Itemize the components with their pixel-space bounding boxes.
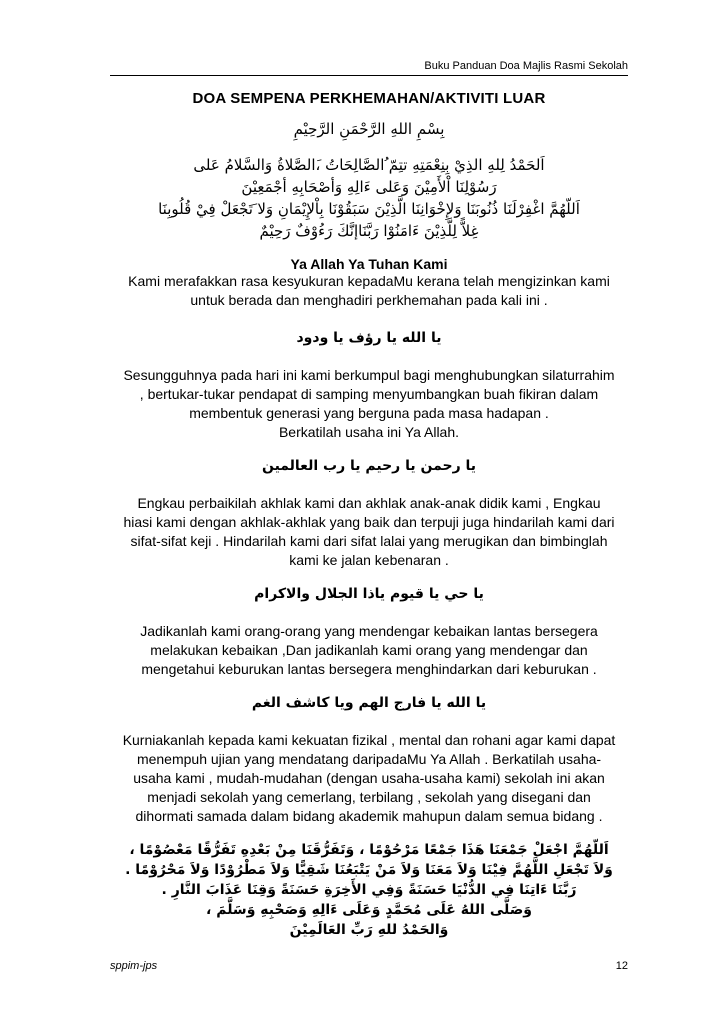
header-rule bbox=[110, 75, 628, 76]
paragraph-line: Jadikanlah kami orang-orang yang mendengar kebaikan lantas bersegera bbox=[140, 623, 598, 639]
closing-line: وَالحَمْدُ للهِ رَبِّ العَالَمِيْنَ bbox=[289, 922, 449, 938]
page-number: 12 bbox=[615, 960, 628, 972]
closing-line: وَصَلَّى اللهُ عَلَى مُحَمَّدٍ وَعَلَى ءَالِهِ وَصَحْبِهِ وَسَلَّمَ ، bbox=[206, 902, 532, 918]
paragraph-line: , bertukar-tukar pendapat di samping menyumbangkan buah fikiran dalam bbox=[139, 386, 599, 402]
paragraph-line: menjadi sekolah yang cemerlang, terbilang , sekolah yang disegani dan bbox=[147, 789, 591, 805]
opening-prayer bbox=[112, 154, 626, 242]
closing-prayer bbox=[112, 840, 626, 940]
paragraph-line: mengetahui keburukan lantas bersegera menghindarkan dari keburukan . bbox=[141, 661, 597, 677]
paragraph-line: sifat-sifat keji . Hindarilah kami dari sifat lalai yang merugikan dan bimbinglah bbox=[130, 533, 608, 549]
paragraph-line: Sesungguhnya pada hari ini kami berkumpul bagi menghubungkan silaturrahim bbox=[123, 367, 615, 383]
paragraph-line: melakukan kebaikan ,Dan jadikanlah kami orang yang mendengar dan bbox=[150, 642, 588, 658]
opening-line: غِلاًّ لِلَّذِيْنَ ءَامَنُوْا رَبَّنَاإنَّكَ رَءُوْفٌ رَحِيْمٌ bbox=[259, 222, 479, 240]
paragraph-line: Engkau perbaikilah akhlak kami dan akhlak anak-anak didik kami , Engkau bbox=[137, 495, 601, 511]
paragraph-line: Kami merafakkan rasa kesyukuran kepadaMu kerana telah mengizinkan kami bbox=[128, 273, 610, 289]
paragraph-line: usaha kami , mudah-mudahan (dengan usaha-usaha kami) sekolah ini akan bbox=[133, 770, 605, 786]
opening-line: اَللّهُمَّ اغْفِرْلَنَا ذُنُوبَنَا وَلإِخْوَانِنَا الَّذِيْنَ سَبَقُوْنَا بِاْلإِيْمَانِ وَلا َتَجْعَلْ فِيْ قُلُوبِنَا bbox=[158, 200, 580, 218]
closing-line: رَبَّنَا ءَاتِنَا فِي الدُّنْيَا حَسَنَةً وَفِي الأَخِرَةِ حَسَنَةً وَقِنَا عَذَابَ النَّارِ . bbox=[161, 882, 577, 898]
basmalah: بِسْمِ اللهِ الرَّحْمَنِ الرَّحِيْمِ bbox=[293, 120, 445, 138]
closing-line: وَلاَ تَجْعَلِ اللَّهُمَّ فِيْنَا وَلاَ مَعَنَا وَلاَ مَنْ يَتْبَعُنَا شَقِيًّا وَلاَ مَطْرُوْدًا وَلاَ مَحْرُوْمًا . bbox=[125, 862, 613, 878]
paragraph-line: Berkatilah usaha ini Ya Allah. bbox=[278, 424, 460, 440]
arabic-invocation: يا الله يا رؤف يا ودود bbox=[296, 330, 442, 346]
section-heading: Ya Allah Ya Tuhan Kami bbox=[290, 256, 448, 272]
paragraph-line: untuk berada dan menghadiri perkhemahan pada kali ini . bbox=[190, 292, 548, 308]
arabic-invocation: يا رحمن يا رحيم يا رب العالمين bbox=[261, 458, 477, 474]
paragraph-line: hiasi kami dengan akhlak-akhlak yang baik dan terpuji juga hindarilah kami dari bbox=[123, 514, 615, 530]
opening-line: اَلحَمْدُ لِلهِ الذِيْ بِنِعْمَتِهِ تتِمّ ُالصَّالِحَاتُ ،َالصَّلاةُ وَالسَّلامُ عَلى bbox=[193, 156, 545, 174]
arabic-invocation: يا حي يا قيوم ياذا الجلال والاكرام bbox=[254, 586, 484, 602]
paragraph-line: membentuk generasi yang berguna pada masa hadapan . bbox=[189, 405, 549, 421]
page-content bbox=[112, 118, 626, 940]
paragraph-line: Kurniakanlah kepada kami kekuatan fizikal , mental dan rohani agar kami dapat bbox=[122, 732, 616, 748]
page-title: DOA SEMPENA PERKHEMAHAN/AKTIVITI LUAR bbox=[192, 90, 546, 107]
opening-line: رَسُوْلِنَا اْلأَمِيْنَ وَعَلى ءَالِهِ وَأصْحَابِهِ أجْمَعِيْنَ bbox=[241, 178, 497, 196]
paragraph-line: kami ke jalan kebenaran . bbox=[289, 552, 449, 568]
footer-label: sppim-jps bbox=[110, 960, 158, 972]
paragraph-line: menempuh ujian yang mendatang daripadaMu Ya Allah . Berkatilah usaha- bbox=[136, 751, 602, 767]
arabic-invocation: يا الله يا فارج الهم ويا كاشف الغم bbox=[251, 695, 487, 711]
running-header: Buku Panduan Doa Majlis Rasmi Sekolah bbox=[424, 60, 628, 72]
paragraph-line: dihormati samada dalam bidang akademik mahupun dalam semua bidang . bbox=[135, 808, 603, 824]
closing-line: اَللّهُمَّ اجْعَلْ جَمْعَنَا هَذَا جَمْعًا مَرْحُوْمًا ، وَتَفَرُّقَنَا مِنْ بَعْدِهِ تَفَرُّقًا مَعْصُوْمًا ، bbox=[129, 842, 609, 858]
